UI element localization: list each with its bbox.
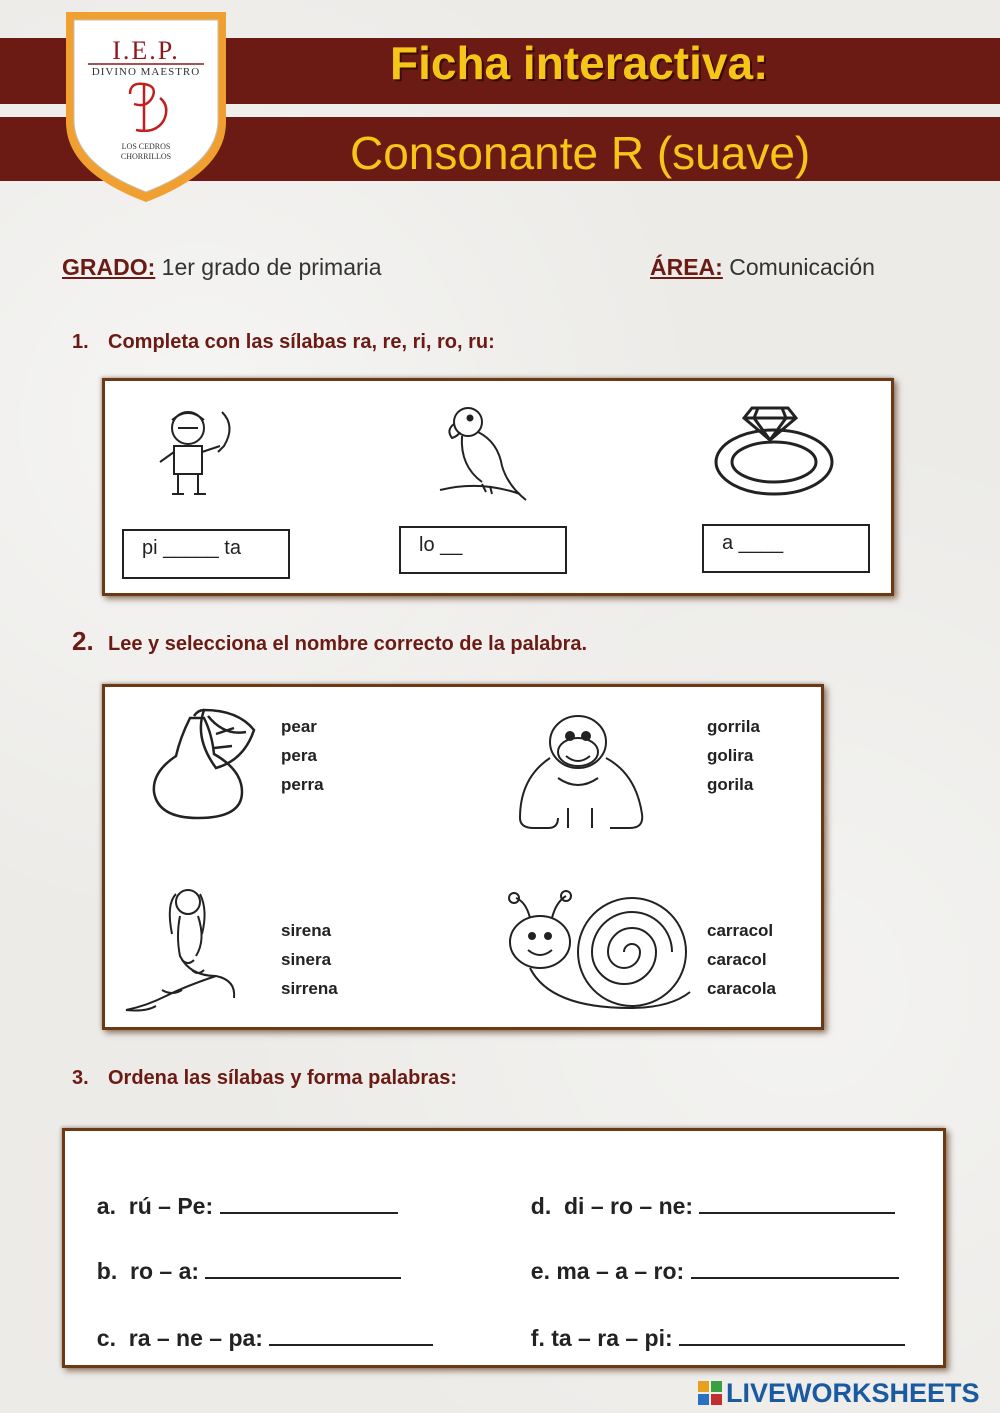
q3-item-e-blank[interactable] — [691, 1257, 899, 1279]
snail-icon — [500, 890, 692, 1016]
footer-brand[interactable]: LIVEWORKSHEETS — [726, 1378, 980, 1408]
option-mermaid-3[interactable]: sirrena — [281, 979, 338, 998]
grado-label: GRADO: — [62, 254, 156, 280]
q3-item-d-blank[interactable] — [699, 1192, 895, 1214]
q3-item-f-label: f. ta – ra – pi: — [530, 1325, 673, 1351]
q3-item-b-blank[interactable] — [205, 1257, 401, 1279]
option-gorilla-1[interactable]: gorrila — [707, 717, 760, 736]
q3-item-c-blank[interactable] — [269, 1324, 433, 1346]
parrot-icon — [432, 400, 550, 506]
q2-instruction: Lee y selecciona el nombre correcto de la palabra. — [108, 633, 588, 655]
q3-item-b-label: b. ro – a: — [96, 1258, 200, 1284]
q2-options-mermaid — [281, 916, 338, 1003]
q1-heading — [72, 331, 495, 354]
q3-item-f — [518, 1297, 905, 1352]
q1-number: 1. — [72, 331, 89, 353]
q3-instruction: Ordena las sílabas y forma palabras: — [108, 1067, 458, 1089]
option-snail-2[interactable]: caracol — [707, 950, 767, 969]
shield-name: DIVINO MAESTRO — [91, 66, 201, 78]
area-label: ÁREA: — [650, 254, 723, 280]
q2-options-pear — [281, 712, 324, 799]
q3-item-b — [84, 1230, 401, 1285]
option-pear-2[interactable]: pera — [281, 746, 317, 765]
q2-options-snail — [707, 916, 776, 1003]
shield-school: I.E.P. — [112, 36, 180, 65]
q3-item-e-label: e. ma – a – ro: — [530, 1258, 685, 1284]
liveworksheets-logo-icon — [698, 1381, 722, 1405]
q1-instruction: Completa con las sílabas ra, re, ri, ro, ru: — [108, 331, 495, 353]
q3-item-c — [84, 1297, 433, 1352]
q3-item-e — [518, 1230, 899, 1285]
option-mermaid-1[interactable]: sirena — [281, 921, 332, 940]
pirate-icon — [138, 402, 248, 502]
pear-icon — [144, 704, 262, 822]
area-value: Comunicación — [729, 254, 875, 280]
page-subtitle: Consonante R (suave) — [350, 127, 811, 179]
page-title: Ficha interactiva: — [390, 37, 769, 89]
q3-item-d-label: d. di – ro – ne: — [530, 1193, 694, 1219]
option-gorilla-2[interactable]: golira — [707, 746, 754, 765]
q3-heading — [72, 1067, 457, 1090]
ring-icon — [710, 400, 840, 498]
q1-answer-box-2[interactable]: lo __ — [399, 526, 567, 574]
q3-item-c-label: c. ra – ne – pa: — [96, 1325, 263, 1351]
gorilla-icon — [508, 708, 658, 832]
q3-item-a-label: a. rú – Pe: — [96, 1193, 214, 1219]
grado-row — [62, 254, 382, 281]
shield-location-1: LOS CEDROS — [121, 142, 171, 151]
q1-answer-box-3[interactable]: a ____ — [702, 524, 870, 573]
q3-number: 3. — [72, 1067, 89, 1089]
shield-location-2: CHORRILLOS — [120, 152, 172, 161]
q3-item-f-blank[interactable] — [679, 1324, 905, 1346]
q2-options-gorilla — [707, 712, 760, 799]
option-snail-3[interactable]: caracola — [707, 979, 776, 998]
q2-number: 2. — [72, 626, 94, 656]
q1-answer-box-1[interactable]: pi _____ ta — [122, 529, 290, 579]
q3-item-a-blank[interactable] — [220, 1192, 398, 1214]
option-snail-1[interactable]: carracol — [707, 921, 774, 940]
school-shield-logo — [58, 2, 234, 208]
option-gorilla-3[interactable]: gorila — [707, 775, 754, 794]
option-pear-3[interactable]: perra — [281, 775, 324, 794]
option-pear-1[interactable]: pear — [281, 717, 317, 736]
q3-item-a — [84, 1165, 398, 1220]
grado-value: 1er grado de primaria — [161, 254, 382, 280]
area-row — [650, 254, 875, 281]
option-mermaid-2[interactable]: sinera — [281, 950, 332, 969]
q3-item-d — [518, 1165, 895, 1220]
q2-heading — [72, 626, 587, 657]
mermaid-icon — [122, 880, 248, 1020]
